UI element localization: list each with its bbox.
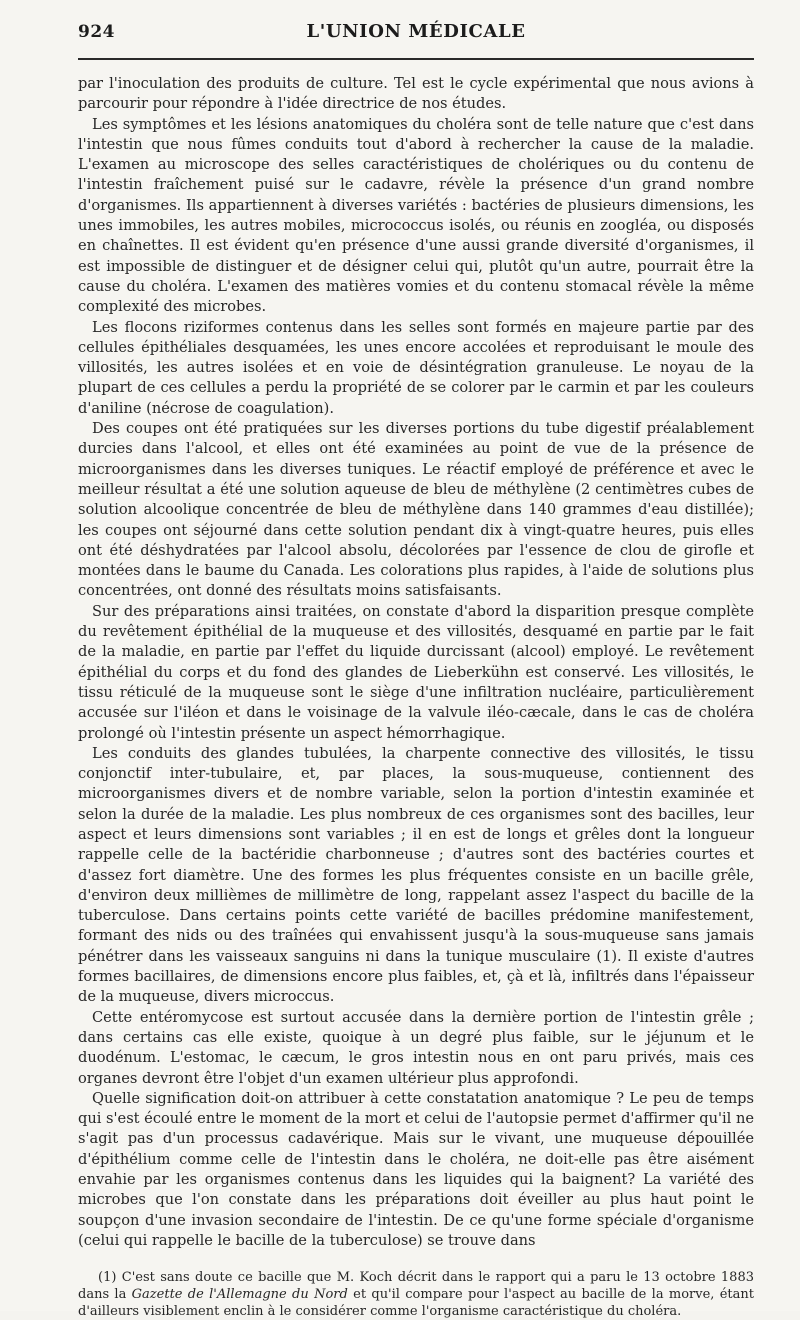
page-number: 924 <box>78 22 115 42</box>
footnote-text-after: et qu'il compare pour l'aspect au bacille de la morve, étant d'ailleurs visiblement enclin à le considérer comme l'organisme caractéristique du choléra. <box>78 1287 755 1320</box>
header-rule <box>78 58 754 60</box>
paragraph-flocons: Les flocons riziformes contenus dans les selles sont formés en majeure partie par des cellules épithéliales desquamées, les unes encore accolées et reproduisant le moule des villosités, les autres isolées et en voie de désintégration granuleuse. Le noyau de la plupart de ces cellules a perdu la propriété de se colorer par le carmin et par les couleurs d'aniline (nécrose de coagulation). <box>78 318 754 417</box>
paragraph-conduits: Les conduits des glandes tubulées, la charpente connective des villosités, le tissu conjonctif inter-tubulaire, et, par places, la sous-muqueuse, contiennent des microorganismes divers et de nombre variable, selon la portion d'intestin examinée et selon la durée de la maladie. Les plus nombreux de ces organismes sont des bacilles, leur aspect et leurs dimensions sont variables ; il en est de longs et grêles dont la longueur rappelle celle de la bactéridie charbonneuse ; d'autres sont des bactéries courtes et d'assez fort diamètre. Une des formes les plus fréquentes consiste en un bacille grêle, d'environ deux millièmes de millimètre de long, rappelant assez l'aspect du bacille de la tuberculose. Dans certains points cette variété de bacilles prédomine manifestement, formant des nids ou des traînées qui envahissent jusqu'à la sous-muqueuse sans jamais pénétrer dans les vaisseaux sanguins ni dans la tunique musculaire (1). Il existe d'autres formes bacillaires, de dimensions encore plus faibles, et, çà et là, infiltrés dans l'épaisseur de la muqueuse, divers microccus. <box>78 744 754 1006</box>
footnote-journal-title: Gazette de l'Allemagne du Nord <box>131 1287 348 1303</box>
footnote <box>78 1269 754 1320</box>
journal-title: L'UNION MÉDICALE <box>306 21 526 42</box>
article-body <box>78 74 754 1251</box>
paragraph-signification: Quelle signification doit-on attribuer à cette constatation anatomique ? Le peu de temps qui s'est écoulé entre le moment de la mort et celui de l'autopsie permet d'affirmer qu'il ne s'agit pas d'un processus cadavérique. Mais sur le vivant, une muqueuse dépouillée d'épithélium comme celle de l'intestin dans le choléra, ne doit-elle pas être aisément envahie par les organismes contenus dans les liquides qui la baignent? La variété des microbes que l'on constate dans les préparations doit éveiller au plus haut point le soupçon d'une invasion secondaire de l'intestin. De ce qu'une forme spéciale d'organisme (celui qui rappelle le bacille de la tuberculose) se trouve dans <box>78 1089 754 1249</box>
paragraph-coupes: Des coupes ont été pratiquées sur les diverses portions du tube digestif préalablement durcies dans l'alcool, et elles ont été examinées au point de vue de la présence de microorganismes dans les diverses tuniques. Le réactif employé de préférence et avec le meilleur résultat a été une solution aqueuse de bleu de méthylène (2 centimètres cubes de solution alcoolique concentrée de bleu de méthylène dans 140 grammes d'eau distillée); les coupes ont séjourné dans cette solution pendant dix à vingt-quatre heures, puis elles ont été déshydratées par l'alcool absolu, décolorées par l'essence de clou de girofle et montées dans le baume du Canada. Les colorations plus rapides, à l'aide de solutions plus concentrées, ont donné des résultats moins satisfaisants. <box>78 420 754 600</box>
paragraph-enteromycose: Cette entéromycose est surtout accusée dans la dernière portion de l'intestin grêle ; dans certains cas elle existe, quoique à un degré plus faible, sur le jéjunum et le duodénum. L'estomac, le cæcum, le gros intestin nous en ont paru privés, mais ces organes devront être l'objet d'un examen ultérieur plus approfondi. <box>78 1008 754 1087</box>
paragraph-continuation: par l'inoculation des produits de culture. Tel est le cycle expérimental que nous avions à parcourir pour répondre à l'idée directrice de nos études. <box>78 75 754 113</box>
footnote-text-before: (1) C'est sans doute ce bacille que M. Koch décrit dans le rapport qui a paru le 13 octobre 1883 dans la <box>78 1270 754 1303</box>
paragraph-symptoms: Les symptômes et les lésions anatomiques du choléra sont de telle nature que c'est dans l'intestin que nous fûmes conduits tout d'abord à rechercher la cause de la maladie. L'examen au microscope des selles caractéristiques de cholériques ou du contenu de l'intestin fraîchement puisé sur le cadavre, révèle la présence d'un grand nombre d'organismes. Ils appartiennent à diverses variétés : bactéries de plusieurs dimensions, les unes immobiles, les autres mobiles, micrococcus isolés, ou réunis en zoogléa, ou disposés en chaînettes. Il est évident qu'en présence d'une aussi grande diversité d'organismes, il est impossible de distinguer et de désigner celui qui, plutôt qu'un autre, pourrait être la cause du choléra. L'examen des matières vomies et du contenu stomacal révèle la même complexité des microbes. <box>78 115 754 316</box>
running-head <box>78 16 754 50</box>
paragraph-preparations: Sur des préparations ainsi traitées, on constate d'abord la disparition presque complète du revêtement épithélial de la muqueuse et des villosités, desquamé en partie par le fait de la maladie, en partie par l'effet du liquide durcissant (alcool) employé. Le revêtement épithélial du corps et du fond des glandes de Lieberkühn est conservé. Les villosités, le tissu réticulé de la muqueuse sont le siège d'une infiltration nucléaire, particulièrement accusée sur l'iléon et dans le voisinage de la valvule iléo-cæcale, dans le cas de choléra prolongé où l'intestin présente un aspect hémorrhagique. <box>78 602 754 742</box>
